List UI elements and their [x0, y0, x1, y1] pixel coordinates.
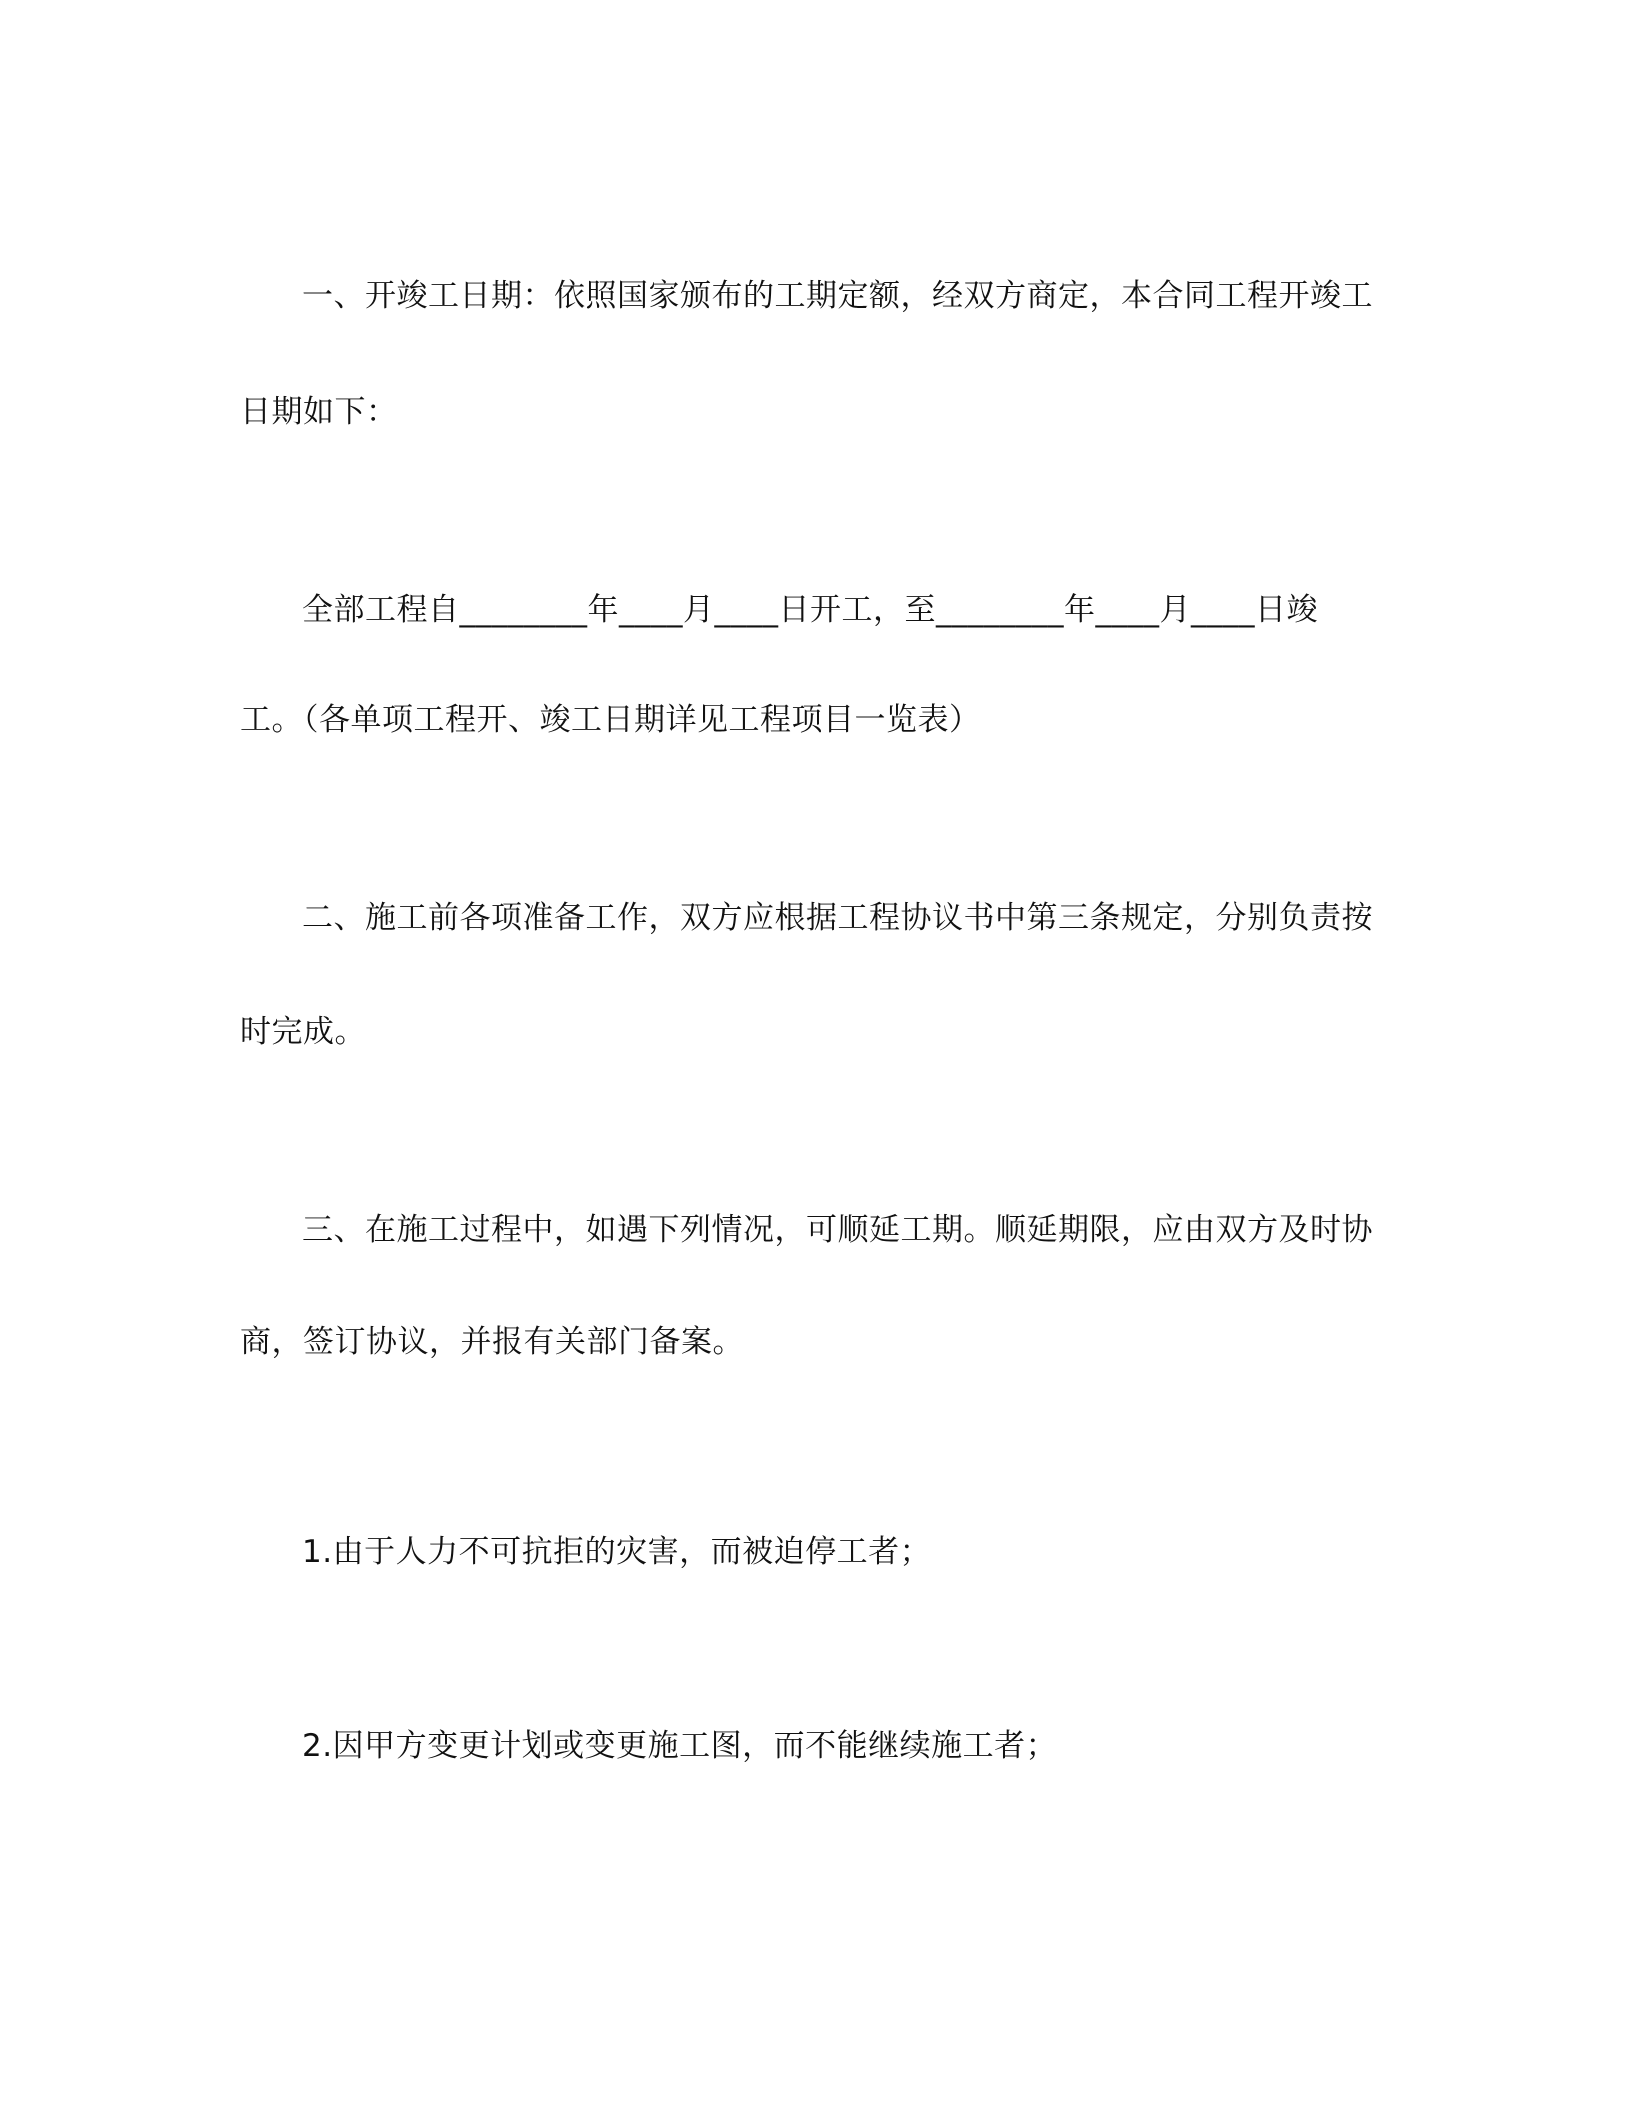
paragraph-2-line-1: 全部工程自________年____月____日开工，至________年____月____日竣 — [302, 592, 1318, 628]
paragraph-3-line-1: 二、施工前各项准备工作，双方应根据工程协议书中第三条规定，分别负责按 — [302, 900, 1373, 936]
paragraph-3-line-2: 时完成。 — [240, 1014, 366, 1050]
paragraph-4-line-2: 商，签订协议，并报有关部门备案。 — [240, 1324, 744, 1360]
paragraph-2-line-2: 工。（各单项工程开、竣工日期详见工程项目一览表） — [240, 702, 981, 738]
paragraph-4-line-1: 三、在施工过程中，如遇下列情况，可顺延工期。顺延期限，应由双方及时协 — [302, 1212, 1373, 1248]
paragraph-5-line-1: 1.由于人力不可抗拒的灾害，而被迫停工者； — [302, 1534, 932, 1570]
paragraph-6-line-1: 2.因甲方变更计划或变更施工图，而不能继续施工者； — [302, 1728, 1058, 1764]
paragraph-1-line-1: 一、开竣工日期：依照国家颁布的工期定额，经双方商定，本合同工程开竣工 — [302, 278, 1373, 314]
paragraph-1-line-2: 日期如下： — [240, 394, 398, 430]
